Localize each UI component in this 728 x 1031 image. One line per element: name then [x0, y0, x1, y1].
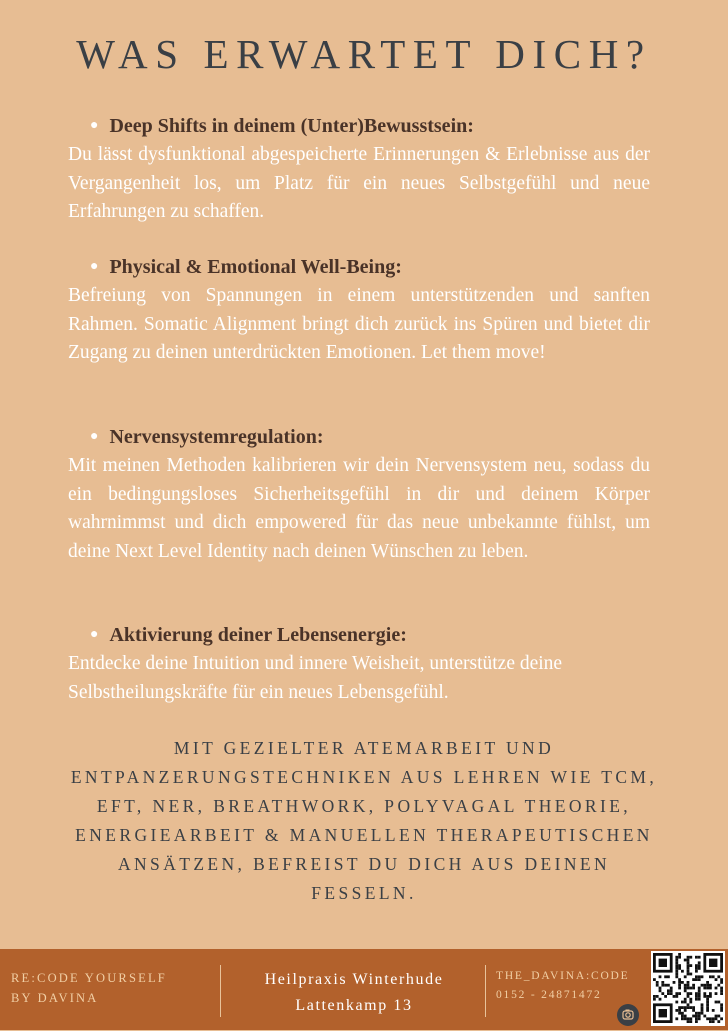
section-well-being: [68, 254, 650, 368]
section-heading: Physical & Emotional Well-Being:: [109, 255, 402, 278]
section-body: Mit meinen Methoden kalibrieren wir dein Nervensystem neu, sodass du ein bedingungsloses Sicherheitsgefühl in dir und deinem Körper wahrnimmst und dich empowered für das neue unbekannte fühlst, um deine Next Level Identity nach deinen Wünschen zu leben.: [68, 455, 650, 562]
section-deep-shifts: [68, 113, 650, 227]
footer-practice: [223, 967, 485, 1019]
section-body: Befreiung von Spannungen in einem unterstützenden und sanften Rahmen. Somatic Alignment bringt dich zurück ins Spüren und bietet dir Zugang zu deinen unterdrückten Emotionen. Let them move!: [68, 285, 650, 363]
footer-divider: [485, 965, 486, 1017]
page-title: WAS ERWARTET DICH?: [76, 31, 652, 77]
bullet-icon: ●: [90, 627, 99, 642]
instagram-handle[interactable]: THE_DAVINA:CODE: [496, 970, 630, 982]
closing-line: ENERGIEARBEIT & MANUELLEN THERAPEUTISCHEN: [75, 825, 653, 845]
closing-line: MIT GEZIELTER ATEMARBEIT UND: [173, 738, 555, 758]
section-nervensystem: [68, 424, 650, 566]
brand-name: RE:CODE YOURSELF: [11, 971, 167, 985]
qr-code-icon: [651, 951, 725, 1026]
brand-byline: BY DAVINA: [11, 991, 99, 1005]
section-body: Du lässt dysfunktional abgespeicherte Erinnerungen & Erlebnisse aus der Vergangenheit los, um Platz für ein neues Selbstgefühl und neue Erfahrungen zu schaffen.: [68, 144, 650, 222]
closing-line: ENTPANZERUNGSTECHNIKEN AUS LEHREN WIE TCM,: [70, 767, 658, 787]
section-heading: Deep Shifts in deinem (Unter)Bewusstsein:: [109, 114, 474, 137]
closing-line: FESSELN.: [311, 883, 417, 903]
camera-icon: [617, 1004, 639, 1026]
section-heading: Aktivierung deiner Lebensenergie:: [109, 623, 407, 646]
footer: [0, 949, 728, 1030]
practice-name: Heilpraxis Winterhude: [264, 971, 444, 988]
footer-divider: [220, 965, 221, 1017]
footer-brand: [11, 968, 167, 1008]
closing-line: EFT, NER, BREATHWORK, POLYVAGAL THEORIE,: [96, 796, 632, 816]
phone-number[interactable]: 0152 - 24871472: [496, 989, 602, 1001]
section-heading: Nervensystemregulation:: [109, 425, 324, 448]
bullet-icon: ●: [90, 118, 99, 133]
bullet-icon: ●: [90, 429, 99, 444]
section-body: Entdecke deine Intuition und innere Weisheit, unterstütze deine Selbstheilungskräfte für ein neues Lebensgefühl.: [68, 653, 563, 703]
closing-line: ANSÄTZEN, BEFREIST DU DICH AUS DEINEN: [117, 854, 610, 874]
footer-contact: [496, 967, 629, 1005]
section-lebensenergie: [68, 622, 650, 707]
bullet-icon: ●: [90, 259, 99, 274]
practice-address: Lattenkamp 13: [295, 997, 413, 1014]
closing-statement: [14, 734, 714, 908]
